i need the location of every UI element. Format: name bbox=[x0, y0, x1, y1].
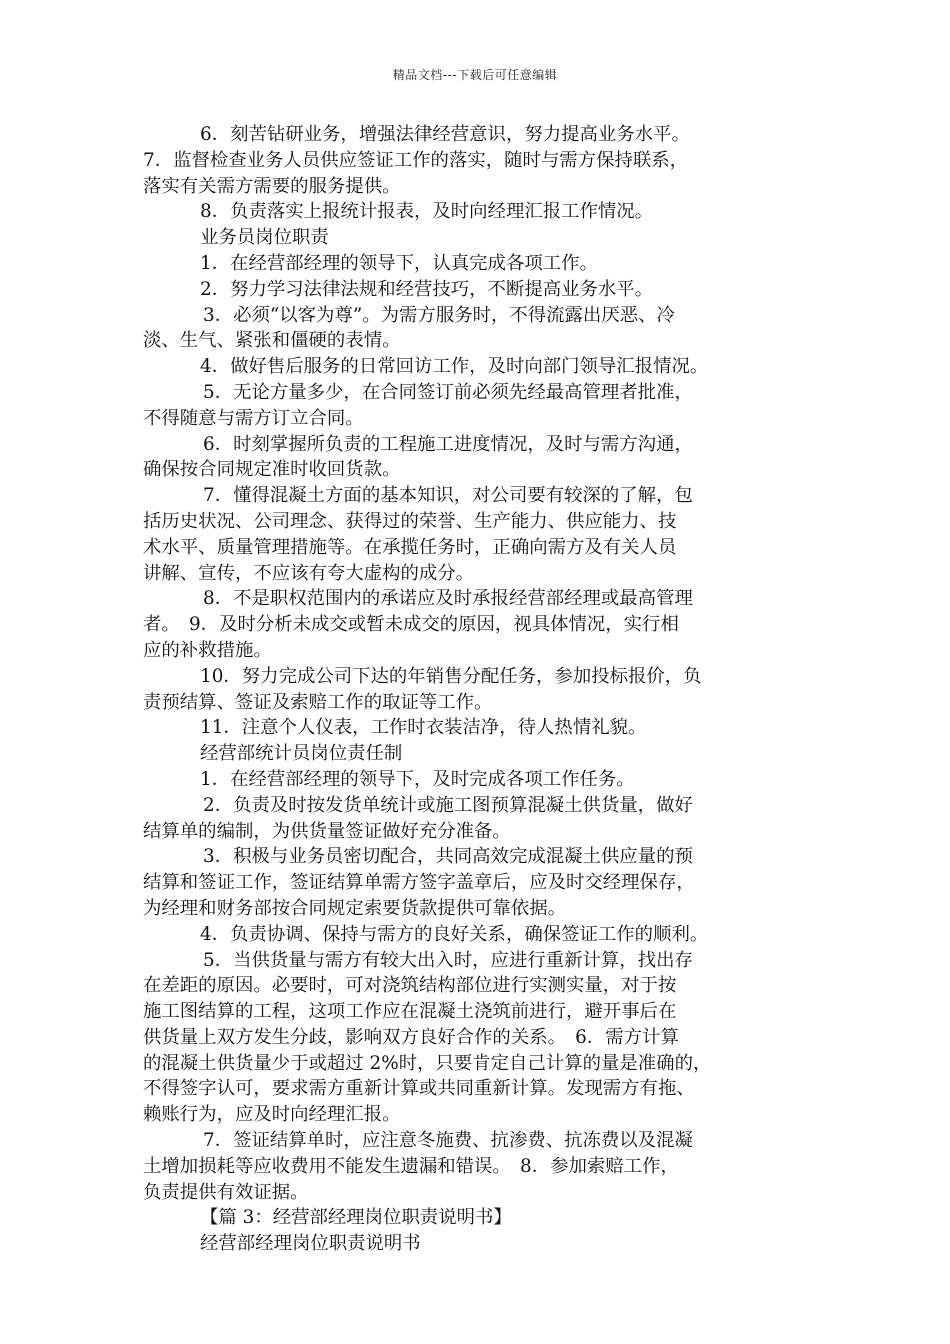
text-line: 3．必须“以客为尊”。为需方服务时，不得流露出厌恶、冷 bbox=[203, 304, 675, 326]
section-heading: 经营部统计员岗位责任制 bbox=[200, 743, 403, 765]
page-header: 精品文档---下载后可任意编辑 bbox=[392, 68, 558, 82]
text-line: 结算和签证工作，签证结算单需方签字盖章后，应及时交经理保存， bbox=[143, 872, 695, 894]
text-line: 负责提供有效证据。 bbox=[143, 1181, 309, 1203]
text-line: 7．懂得混凝土方面的基本知识，对公司要有较深的了解，包 bbox=[203, 485, 693, 507]
text-line: 者。 9．及时分析未成交或暂未成交的原因，视具体情况，实行相 bbox=[143, 614, 679, 636]
text-line: 8．不是职权范围内的承诺应及时承报经营部经理或最高管理 bbox=[203, 588, 693, 610]
text-line: 落实有关需方需要的服务提供。 bbox=[143, 175, 401, 197]
text-line: 5．当供货量与需方有较大出入时，应进行重新计算，找出存 bbox=[203, 949, 693, 971]
text-line: 括历史状况、公司理念、获得过的荣誉、生产能力、供应能力、技 bbox=[143, 510, 677, 532]
text-line: 责预结算、签证及索赔工作的取证等工作。 bbox=[143, 691, 493, 713]
section-heading: 业务员岗位职责 bbox=[200, 227, 329, 249]
text-line: 7．监督检查业务人员供应签证工作的落实，随时与需方保持联系， bbox=[143, 149, 689, 171]
text-line: 7．签证结算单时，应注意冬施费、抗渗费、抗冻费以及混凝 bbox=[203, 1130, 693, 1152]
text-line: 不得签字认可，要求需方重新计算或共同重新计算。发现需方有拖、 bbox=[143, 1078, 695, 1100]
text-line: 6．时刻掌握所负责的工程施工进度情况，及时与需方沟通， bbox=[203, 433, 693, 455]
text-line: 6．刻苦钻研业务，增强法律经营意识，努力提高业务水平。 bbox=[200, 124, 690, 145]
text-line: 应的补救措施。 bbox=[143, 639, 272, 661]
text-line: 为经理和财务部按合同规定索要货款提供可靠依据。 bbox=[143, 897, 566, 919]
text-line: 4．做好售后服务的日常回访工作，及时向部门领导汇报情况。 bbox=[200, 356, 709, 378]
text-line: 2．努力学习法律法规和经营技巧，不断提高业务水平。 bbox=[200, 278, 654, 300]
text-line: 的混凝土供货量少于或超过 2%时，只要肯定自己计算的量是准确的， bbox=[143, 1052, 712, 1074]
text-line: 土增加损耗等应收费用不能发生遗漏和错误。 8．参加索赔工作， bbox=[143, 1155, 679, 1177]
text-line: 赖账行为，应及时向经理汇报。 bbox=[143, 1104, 401, 1126]
text-line: 5．无论方量多少，在合同签订前必须先经最高管理者批准， bbox=[203, 381, 693, 403]
text-line: 1．在经营部经理的领导下，认真完成各项工作。 bbox=[200, 252, 598, 274]
section-heading: 【篇 3：经营部经理岗位职责说明书】 bbox=[200, 1207, 512, 1229]
text-line: 8．负责落实上报统计报表，及时向经理汇报工作情况。 bbox=[200, 201, 654, 223]
text-line: 术水平、质量管理措施等。在承揽任务时，正确向需方及有关人员 bbox=[143, 536, 677, 558]
text-line: 在差距的原因。必要时，可对浇筑结构部位进行实测实量，对于按 bbox=[143, 975, 677, 997]
text-line: 1．在经营部经理的领导下，及时完成各项工作任务。 bbox=[200, 768, 635, 790]
text-line: 2．负责及时按发货单统计或施工图预算混凝土供货量，做好 bbox=[203, 794, 693, 816]
text-line: 结算单的编制，为供货量签证做好充分准备。 bbox=[143, 820, 511, 842]
text-line: 不得随意与需方订立合同。 bbox=[143, 407, 364, 429]
text-line: 4．负责协调、保持与需方的良好关系，确保签证工作的顺利。 bbox=[200, 923, 709, 945]
text-line: 讲解、宣传，不应该有夸大虚构的成分。 bbox=[143, 562, 475, 584]
text-line: 10．努力完成公司下达的年销售分配任务，参加投标报价，负 bbox=[200, 665, 702, 687]
text-line: 施工图结算的工程，这项工作应在混凝土浇筑前进行，避开事后在 bbox=[143, 1001, 677, 1023]
text-line: 11．注意个人仪表，工作时衣装洁净，待人热情礼貌。 bbox=[200, 717, 647, 739]
text-line: 确保按合同规定准时收回货款。 bbox=[143, 459, 401, 481]
document-body bbox=[143, 122, 823, 1257]
text-line: 供货量上双方发生分歧，影响双方良好合作的关系。 6．需方计算 bbox=[143, 1026, 679, 1048]
section-heading: 经营部经理岗位职责说明书 bbox=[200, 1233, 421, 1255]
text-line: 3．积极与业务员密切配合，共同高效完成混凝土供应量的预 bbox=[203, 846, 693, 868]
text-line: 淡、生气、紧张和僵硬的表情。 bbox=[143, 330, 401, 352]
